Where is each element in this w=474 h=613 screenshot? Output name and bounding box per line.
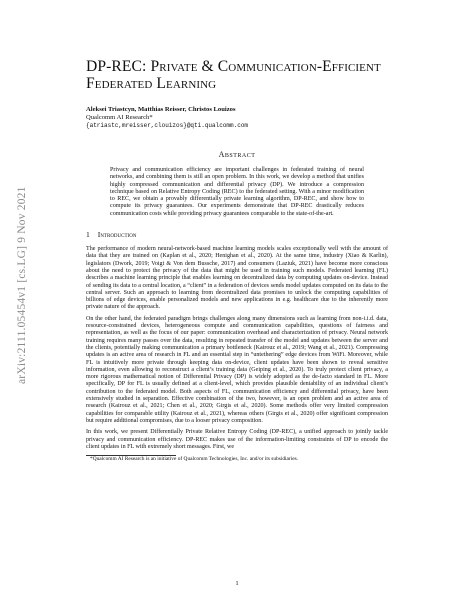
- title-line-1: DP-REC: Private & Communication-Efficient: [86, 58, 381, 75]
- footnote: *Qualcomm AI Research is an initiative of Qualcomm Technologies, Inc. and/or its subsidiaries.: [90, 456, 299, 463]
- author-emails: {atriastc,mreisser,clouizos}@qti.qualcomm.com: [86, 122, 249, 129]
- paper-page: [86, 58, 388, 587]
- abstract-body: Privacy and communication efficiency are important challenges in federated training of neural networks, and combining them is still an open problem. In this work, we develop a method that unifies highly compressed communication and differential privacy (DP). We introduce a compression technique based on Relative Entropy Coding (REC) to the federated setting. With a minor modification to REC, we obtain a provably differentially private learning algorithm, DP-REC, and show how to compute its privacy guarantees. Our experiments demonstrate that DP-REC drastically reduces communication costs while providing privacy guarantees comparable to the state-of-the-art.: [110, 167, 364, 217]
- section-heading: [86, 230, 388, 239]
- intro-paragraph-2: On the other hand, the federated paradigm brings challenges along many dimensions such as learning from non-i.i.d. data, resource-constrained devices, heterogeneous compute and communication capabilities, questions of fairness and representation, as well as the focus of our paper: communication overhead and characterization of privacy. Neural network training requires many passes over the data, resulting in repeated transfer of the model and updates between the server and the clients, potentially making communication a primary bottleneck (Kairouz et al., 2019; Wang et al., 2021). Compressing updates is an active area of research in FL and an essential step in “untethering” edge devices from WiFi. Moreover, while FL is intuitively more private through keeping data on-device, client updates have been shown to reveal sensitive information, even allowing to reconstruct a client’s training data (Geiping et al., 2020). To truly protect client privacy, a more rigorous mathematical notion of Differential Privacy (DP) is widely adopted as the de-facto standard in FL. More specifically, DP for FL is usually defined at a client-level, which provides plausible deniability of an individual client’s contribution to the federated model. Both aspects of FL, communication efficiency and differential privacy, have been extensively studied in separation. Effective combination of the two, however, is an open problem and an active area of research (Kairouz et al., 2021; Chen et al., 2020; Girgis et al., 2020). Some methods offer very limited compression capabilities for comparable utility (Kairouz et al., 2021), whereas others (Girgis et al., 2020) offer significant compression but require additional compromises, due to a looser privacy composition.: [86, 315, 388, 424]
- title-line-2: Federated Learning: [86, 75, 217, 92]
- section-number: 1: [86, 230, 90, 240]
- arxiv-side-stamp: arXiv:2111.05454v1 [cs.LG] 9 Nov 2021: [16, 186, 28, 384]
- abstract-heading: Abstract: [218, 150, 256, 159]
- page-number: 1: [235, 580, 239, 587]
- intro-paragraph-3: In this work, we present Differentially Private Relative Entropy Coding (DP-REC), a unified approach to jointly tackle privacy and communication efficiency. DP-REC makes use of the information-limiting constraints of DP to encode the client updates in FL with extremely short messages. First, we: [86, 429, 388, 450]
- paper-title: [86, 58, 388, 92]
- author-list: Aleksei Triastcyn, Matthias Reisser, Christos Louizos: [86, 106, 236, 113]
- section-title: Introduction: [97, 230, 137, 240]
- intro-paragraph-1: The performance of modern neural-network-based machine learning models scales exceptionally well with the amount of data that they are trained on (Kaplan et al., 2020; Henighan et al., 2020). At the same time, industry (Xiao & Karlin), legislators (Dwork, 2019; Voigt & Von dem Bussche, 2017) and consumers (Laziuk, 2021) have become more conscious about the need to protect the privacy of the data that might be used in training such models. Federated learning (FL) describes a machine learning principle that enables learning on decentralized data by computing updates on-device. Instead of sending its data to a central location, a “client” in a federation of devices sends model updates computed on its data to the central server. Such an approach to learning from decentralized data promises to unlock the computing capabilities of billions of edge devices, enable personalized models and new applications in e.g. healthcare due to the inherently more private nature of the approach.: [86, 246, 388, 311]
- affiliation: Qualcomm AI Research*: [86, 114, 153, 121]
